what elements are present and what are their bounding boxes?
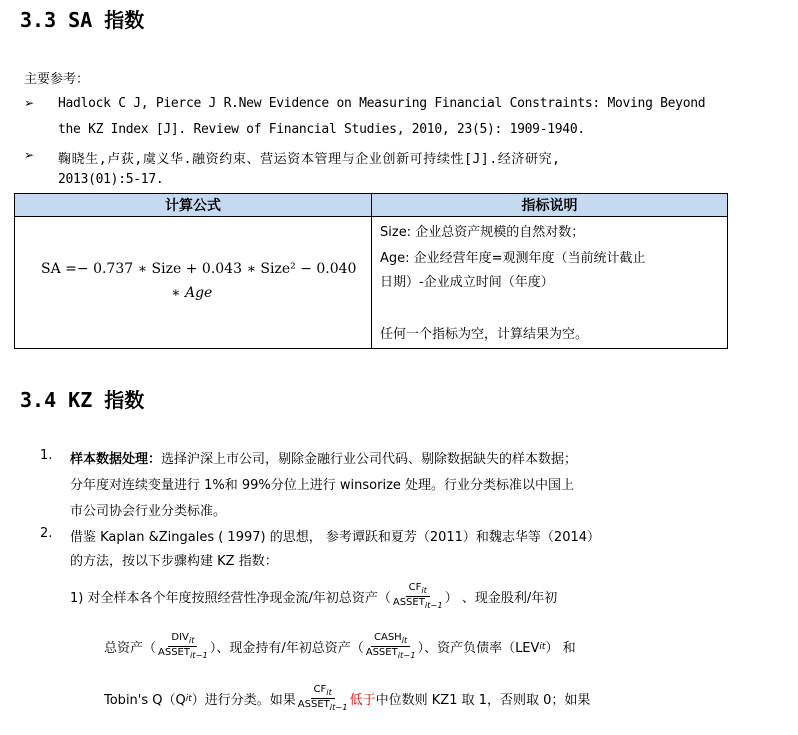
header-description: 指标说明: [372, 194, 728, 217]
desc-age-line-1: Age: 企业经营年度=观测年度（当前统计截止: [380, 251, 646, 266]
fraction-cf-over-asset: $\frac{CF_{it}}{ASSET_{it-1}}$: [392, 582, 443, 610]
formula-line-1: SA =− 0.737 ∗ Size + 0.043 ∗ Size² − 0.040: [41, 261, 357, 277]
item-2-line-2: 的方法，按以下步骤构建 KZ 指数：: [70, 554, 278, 569]
arrow-bullet-icon: ➢: [24, 148, 35, 162]
reference-1-line-1: Hadlock C J, Pierce J R.New Evidence on Measuring Financial Constraints: Moving Beyond: [58, 96, 706, 111]
highlight-below: 低于: [349, 693, 376, 708]
item-1-line-3: 市公司协会行业分类标准。: [70, 504, 227, 519]
section-title-3-4: 3.4 KZ 指数: [20, 388, 145, 412]
section-title-3-3: 3.3 SA 指数: [20, 8, 145, 32]
sa-formula-table: [14, 193, 728, 349]
step-1-line-2: 总资产（ $\frac{DIV_{it}}{ASSET_{it-1}}$ ）、现金持有/年初总资产（ $\frac{CASH_{it}}{ASSET_{it-1}}$ ）、资产负债率（LEV it ） 和: [104, 632, 576, 660]
list-number-2: 2.: [40, 526, 53, 541]
formula-cell: [15, 217, 372, 349]
item-1-bold-label: 样本数据处理：: [70, 452, 162, 467]
reference-1-line-2: the KZ Index [J]. Review of Financial Studies, 2010, 23(5): 1909-1940.: [58, 122, 585, 137]
step-1-text-b: ） 、现金股利/年初: [444, 591, 558, 606]
fraction-cash-over-asset: $\frac{CASH_{it}}{ASSET_{it-1}}$: [365, 632, 416, 660]
step-1-line-3: Tobin's Q（Q it ）进行分类。如果 $\frac{CF_{it}}{ASSET_{it-1}}$ 低于 中位数则 KZ1 取 1，否则取 0；如果: [104, 684, 591, 712]
fraction-cf-over-asset-2: $\frac{CF_{it}}{ASSET_{it-1}}$: [297, 684, 348, 712]
formula-line-2: ∗ Age: [171, 285, 213, 301]
description-cell: [372, 217, 728, 349]
reference-2-line-2: 2013(01):5-17.: [58, 172, 164, 187]
arrow-bullet-icon: ➢: [24, 96, 35, 110]
item-1-text: 选择沪深上市公司，剔除金融行业公司代码、剔除数据缺失的样本数据；: [161, 452, 578, 467]
item-1-line-2: 分年度对连续变量进行 1%和 99%分位上进行 winsorize 处理。行业分类标准以中国上: [70, 478, 575, 493]
list-number-1: 1.: [40, 448, 53, 463]
item-2-line-1: 借鉴 Kaplan &Zingales ( 1997) 的思想， 参考谭跃和夏芳（2011）和魏志华等（2014）: [70, 530, 601, 545]
step-1-text-a: 1) 对全样本各个年度按照经营性净现金流/年初总资产（: [70, 591, 391, 606]
fraction-div-over-asset: $\frac{DIV_{it}}{ASSET_{it-1}}$: [158, 632, 208, 660]
references-label: 主要参考：: [24, 72, 90, 87]
item-1-line-1: [70, 448, 577, 467]
reference-2-line-1: 鞠晓生,卢荻,虞义华.融资约束、营运资本管理与企业创新可持续性[J].经济研究,: [58, 152, 561, 167]
step-1-line-1: [70, 582, 557, 611]
desc-null-rule: 任何一个指标为空，计算结果为空。: [380, 327, 589, 342]
desc-age-line-2: 日期）-企业成立时间（年度）: [380, 275, 554, 290]
desc-size: Size: 企业总资产规模的自然对数；: [380, 225, 585, 240]
header-formula: 计算公式: [15, 194, 372, 217]
